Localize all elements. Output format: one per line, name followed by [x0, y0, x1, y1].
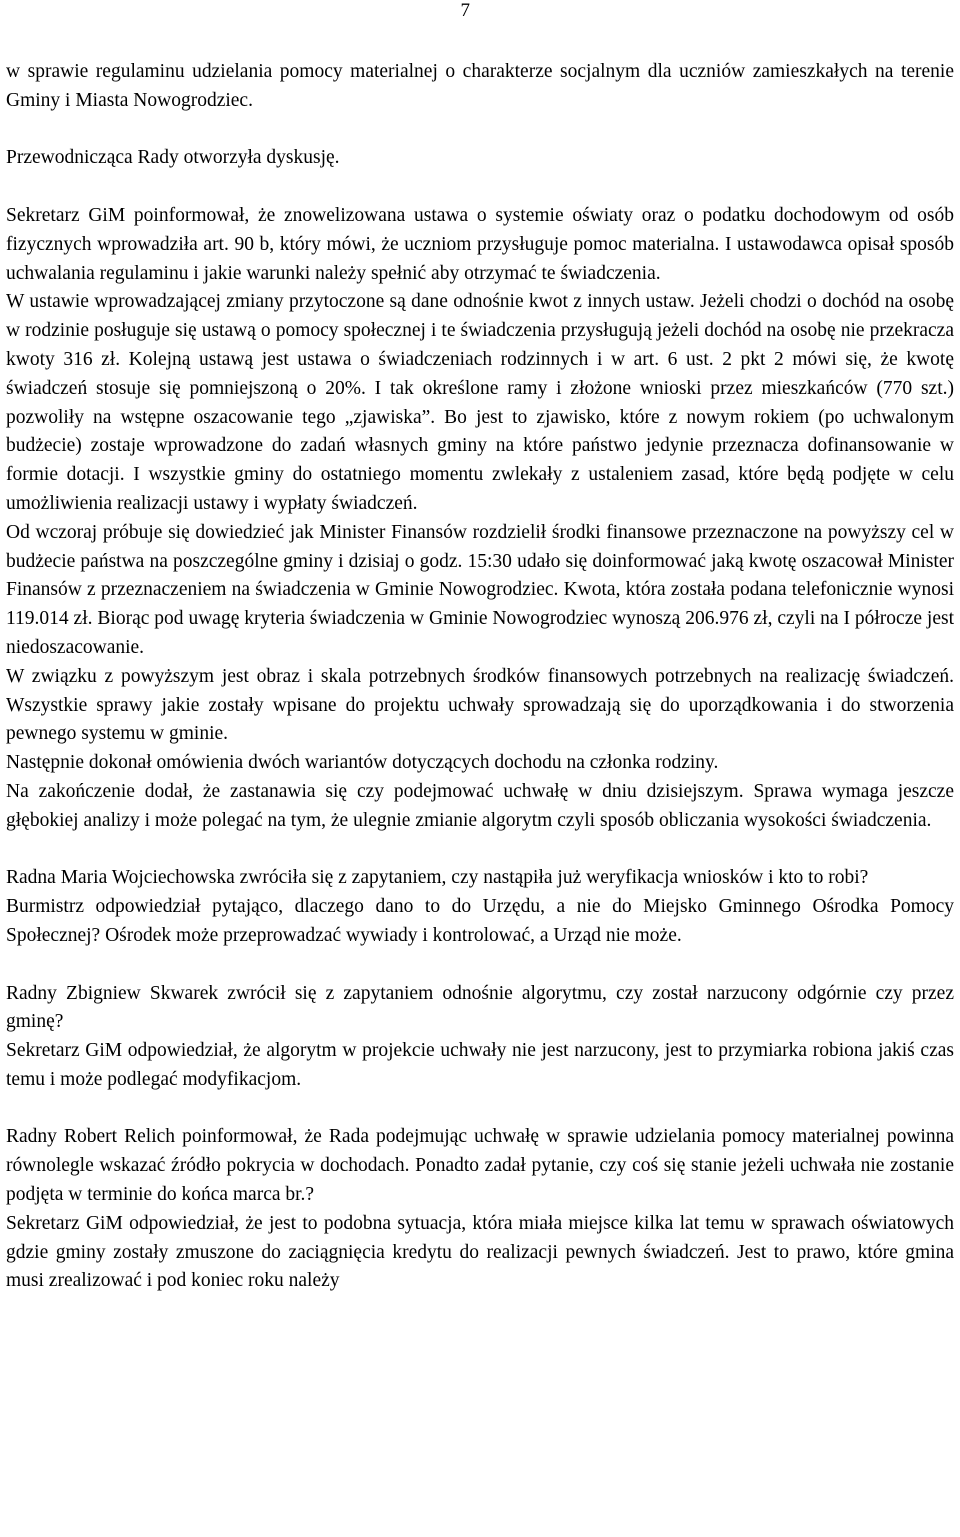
paragraph: Radny Zbigniew Skwarek zwrócił się z zapytaniem odnośnie algorytmu, czy został narzucony odgórnie czy przez gminę?	[6, 982, 954, 1033]
paragraph: Radna Maria Wojciechowska zwróciła się z zapytaniem, czy nastąpiła już weryfikacja wniosków i kto to robi?	[6, 867, 869, 889]
paragraph: w sprawie regulaminu udzielania pomocy materialnej o charakterze socjalnym dla uczniów zamieszkałych na terenie Gminy i Miasta Nowogrodziec.	[6, 61, 954, 111]
page-number: 7	[460, 0, 470, 21]
paragraph: Sekretarz GiM poinformował, że znowelizowana ustawa o systemie oświaty oraz o podatku dochodowym od osób fizycznych wprowadziła art. 90 b, który mówi, że uczniom przysługuje pomoc materialna. I ustawodawca opisał sposób uchwalania regulaminu i jakie warunki należy spełnić aby otrzymać te świadczenia.	[6, 204, 954, 284]
paragraph: W ustawie wprowadzającej zmiany przytoczone są dane odnośnie kwot z innych ustaw. Jeżeli chodzi o dochód na osobę w rodzinie posługuje się ustawą o pomocy społecznej i te świadczenia przysługują jeżeli dochód na osobę nie przekracza kwoty 316 zł. Kolejną ustawą jest ustawa o świadczeniach rodzinnych i w art. 6 ust. 2 pkt 2 mówi się, że kwotę świadczeń stosuje się pomniejszoną o 20%. I tak określone ramy i złożone wnioski przez mieszkańców (770 szt.) pozwoliły na wstępne oszacowanie tego „zjawiska”. Bo jest to zjawisko, które z nowym rokiem (po uchwalonym budżecie) zostaje wprowadzone do zadań własnych gminy na które państwo jedynie przeznacza dofinansowanie w formie dotacji. I wszystkie gminy do ostatniego momentu zwlekały z ustaleniem zasad, które będą podjęte w celu umożliwienia realizacji ustawy i wypłaty świadczeń.	[6, 291, 954, 514]
paragraph: Sekretarz GiM odpowiedział, że jest to podobna sytuacja, która miała miejsce kilka lat temu w sprawach oświatowych gdzie gminy zostały zmuszone do zaciągnięcia kredytu do realizacji pewnych świadczeń. Jest to prawo, które gmina musi zrealizować i pod koniec roku należy	[6, 1212, 954, 1292]
paragraph: Przewodnicząca Rady otworzyła dyskusję.	[6, 147, 340, 169]
paragraph: Radny Robert Relich poinformował, że Rada podejmując uchwałę w sprawie udzielania pomocy materialnej powinna równolegle wskazać źródło pokrycia w dochodach. Ponadto zadał pytanie, czy coś się stanie jeżeli uchwała nie zostanie podjęta w terminie do końca marca br.?	[6, 1126, 954, 1206]
paragraph: Burmistrz odpowiedział pytająco, dlaczego dano to do Urzędu, a nie do Miejsko Gminnego Ośrodka Pomocy Społecznej? Ośrodek może przeprowadzać wywiady i kontrolować, a Urząd nie może.	[6, 896, 954, 946]
paragraph: Od wczoraj próbuje się dowiedzieć jak Minister Finansów rozdzielił środki finansowe przeznaczone na powyższy cel w budżecie państwa na poszczególne gminy i dzisiaj o godz. 15:30 udało się doinformować jaką kwotę oszacował Minister Finansów z przeznaczeniem na świadczenia w Gminie Nowogrodziec. Kwota, która została podana telefonicznie wynosi 119.014 zł. Biorąc pod uwagę kryteria świadczenia w Gminie Nowogrodziec wynoszą 206.976 zł, czyli na I półrocze jest niedoszacowanie.	[6, 521, 954, 658]
document-body	[6, 58, 954, 1296]
paragraph: W związku z powyższym jest obraz i skala potrzebnych środków finansowych potrzebnych na realizację świadczeń. Wszystkie sprawy jakie zostały wpisane do projektu uchwały sprowadzają się do uporządkowania i do stworzenia pewnego systemu w gminie.	[6, 665, 954, 745]
paragraph: Sekretarz GiM odpowiedział, że algorytm w projekcie uchwały nie jest narzucony, jest to przymiarka robiona jakiś czas temu i może podlegać modyfikacjom.	[6, 1040, 954, 1090]
paragraph: Następnie dokonał omówienia dwóch wariantów dotyczących dochodu na członka rodziny.	[6, 752, 719, 774]
paragraph: Na zakończenie dodał, że zastanawia się czy podejmować uchwałę w dniu dzisiejszym. Sprawa wymaga jeszcze głębokiej analizy i może polegać na tym, że ulegnie zmianie algorytm czyli sposób obliczania wysokości świadczenia.	[6, 780, 954, 831]
